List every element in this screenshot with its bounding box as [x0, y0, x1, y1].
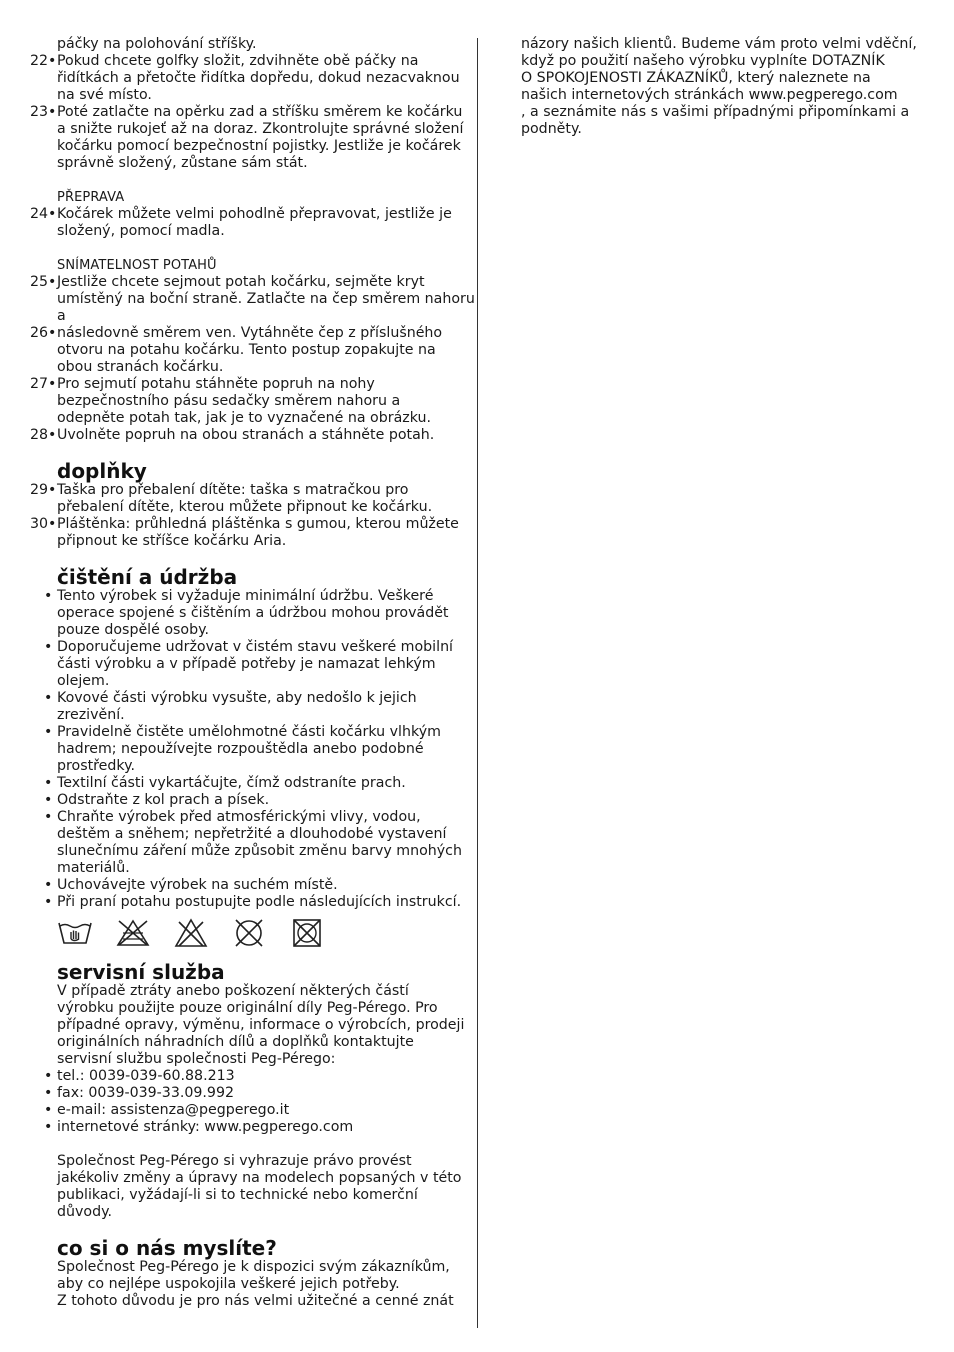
text-line: Poté zatlačte na opěrku zad a stříšku směrem ke kočárku [57, 104, 463, 120]
text-line: přebalení dítěte, kterou můžete připnout ke kočárku. [57, 499, 433, 515]
text-line: Z tohoto důvodu je pro nás velmi užitečné a cenné znát [57, 1293, 454, 1309]
no-tumble-dry-icon [289, 917, 325, 949]
list-item [30, 877, 460, 894]
text-line: publikaci, vyžádají-li si to technické nebo komerční [57, 1187, 418, 1203]
intro-text [30, 36, 460, 53]
text-line: bezpečnostního pásu sedačky směrem nahoru a [57, 393, 401, 409]
text-line: Společnost Peg-Pérego si vyhrazuje právo provést [57, 1153, 412, 1169]
text-line: e-mail: assistenza@pegperego.it [57, 1102, 290, 1118]
step-item [30, 104, 464, 172]
text-line: Pro sejmutí potahu stáhněte popruh na nohy [57, 376, 375, 392]
list-item [30, 639, 460, 690]
text-line: materiálů. [57, 860, 130, 876]
accessories-steps [30, 482, 460, 550]
text-line: obou stranách kočárku. [57, 359, 224, 375]
step-number: 29• [30, 482, 57, 498]
text-line: deštěm a sněhem; nepřetržité a dlouhodobé vystavení [57, 826, 447, 842]
step-number: 28• [30, 427, 57, 443]
text-line: důvody. [57, 1204, 112, 1220]
step-number: 25• [30, 274, 57, 290]
opinion-heading: co si o nás myslíte? [57, 1236, 277, 1260]
bullet-icon: • [44, 1119, 53, 1135]
text-line: hadrem; nepoužívejte rozpouštědla anebo podobné [57, 741, 424, 757]
text-line: Textilní části vykartáčujte, čímž odstraníte prach. [57, 775, 406, 791]
step-item [30, 206, 460, 240]
cleaning-heading: čištění a údržba [57, 565, 238, 589]
text-line: olejem. [57, 673, 110, 689]
text-line: Kovové části výrobku vysušte, aby nedošlo k jejich [57, 690, 417, 706]
step-item [30, 482, 460, 516]
hand-wash-icon [57, 917, 93, 949]
text-line: Chraňte výrobek před atmosférickými vlivy, vodou, [57, 809, 421, 825]
no-dry-clean-icon [231, 917, 267, 949]
text-line: V případě ztráty anebo poškození některých částí [57, 983, 409, 999]
covers-title: SNÍMATELNOST POTAHŮ [57, 258, 217, 273]
column-divider [477, 38, 478, 1328]
contact-list [30, 1068, 460, 1136]
text-line: a snižte rukojeť až na doraz. Zkontrolujte správné složení [57, 121, 464, 137]
text-line: na své místo. [57, 87, 152, 103]
transport-title: PŘEPRAVA [57, 190, 125, 205]
list-item [30, 894, 460, 911]
text-line: fax: 0039-039-33.09.992 [57, 1085, 235, 1101]
bullet-icon: • [44, 877, 53, 893]
text-line: originálních náhradních dílů a doplňků kontaktujte [57, 1034, 414, 1050]
text-line: Tento výrobek si vyžaduje minimální údržbu. Veškeré [57, 588, 434, 604]
list-item [30, 724, 460, 775]
step-number: 23• [30, 104, 57, 120]
text-line: když po použití našeho výrobku vyplníte DOTAZNÍK [521, 53, 885, 69]
text-line: řidítkách a přetočte řidítka dopředu, dokud nezacvaknou [57, 70, 460, 86]
cleaning-list [30, 588, 460, 911]
step-number: 27• [30, 376, 57, 392]
step-item [30, 325, 460, 376]
list-item [30, 792, 460, 809]
text-line: Pláštěnka: průhledná pláštěnka s gumou, kterou můžete [57, 516, 459, 532]
text-line: zrezivění. [57, 707, 125, 723]
text-line: správně složený, zůstane sám stát. [57, 155, 308, 171]
no-iron-icon [173, 917, 209, 949]
list-item [30, 1068, 460, 1085]
text-line: části výrobku a v případě potřeby je namazat lehkým [57, 656, 436, 672]
service-heading: servisní služba [57, 960, 225, 984]
list-item [30, 588, 460, 639]
text-line: páčky na polohování stříšky. [57, 36, 257, 52]
bullet-icon: • [44, 792, 53, 808]
text-line: jakékoliv změny a úpravy na modelech popsaných v této [57, 1170, 462, 1186]
text-line: kočárku pomocí bezpečnostní pojistky. Jestliže je kočárek [57, 138, 461, 154]
text-line: Společnost Peg-Pérego je k dispozici svým zákazníkům, [57, 1259, 450, 1275]
no-bleach-icon [115, 917, 151, 949]
step-item [30, 516, 460, 550]
text-line: připnout ke stříšce kočárku Aria. [57, 533, 287, 549]
list-item [30, 1085, 460, 1102]
text-line: Taška pro přebalení dítěte: taška s matračkou pro [57, 482, 409, 498]
opinion-text [30, 1259, 460, 1310]
text-line: Při praní potahu postupujte podle následujících instrukcí. [57, 894, 462, 910]
text-line: následovně směrem ven. Vytáhněte čep z příslušného [57, 325, 443, 341]
transport-steps [30, 206, 460, 240]
text-line: otvoru na potahu kočárku. Tento postup zopakujte na [57, 342, 436, 358]
care-icons [30, 913, 460, 953]
folding-steps [30, 53, 464, 172]
text-line: složený, pomocí madla. [57, 223, 225, 239]
text-line: a [57, 308, 66, 324]
text-line: umístěný na boční straně. Zatlačte na čep směrem nahoru [57, 291, 475, 307]
step-item [30, 427, 460, 444]
text-line: Jestliže chcete sejmout potah kočárku, sejměte kryt [57, 274, 425, 290]
text-line: Uchovávejte výrobek na suchém místě. [57, 877, 338, 893]
covers-steps [30, 274, 475, 444]
text-line: Kočárek můžete velmi pohodlně přepravovat, jestliže je [57, 206, 452, 222]
text-line: aby co nejlépe uspokojila veškeré jejich potřeby. [57, 1276, 400, 1292]
text-line: tel.: 0039-039-60.88.213 [57, 1068, 235, 1084]
list-item [30, 690, 460, 724]
text-line: našich internetových stránkách www.pegperego.com [521, 87, 898, 103]
text-line: internetové stránky: www.pegperego.com [57, 1119, 354, 1135]
bullet-icon: • [44, 1102, 53, 1118]
bullet-icon: • [44, 690, 53, 706]
text-line: Odstraňte z kol prach a písek. [57, 792, 270, 808]
text-line: servisní službu společnosti Peg-Pérego: [57, 1051, 336, 1067]
list-item [30, 1102, 460, 1119]
text-line: Pravidelně čistěte umělohmotné části kočárku vlhkým [57, 724, 441, 740]
step-number: 22• [30, 53, 57, 69]
text-line: odepněte potah tak, jak je to vyznačené na obrázku. [57, 410, 431, 426]
text-line: Uvolněte popruh na obou stranách a stáhněte potah. [57, 427, 435, 443]
bullet-icon: • [44, 588, 53, 604]
bullet-icon: • [44, 775, 53, 791]
list-item [30, 809, 460, 877]
bullet-icon: • [44, 894, 53, 910]
bullet-icon: • [44, 1085, 53, 1101]
step-number: 24• [30, 206, 57, 222]
text-line: Doporučujeme udržovat v čistém stavu veškeré mobilní [57, 639, 454, 655]
service-intro [30, 983, 465, 1068]
text-line: O SPOKOJENOSTI ZÁKAZNÍKŮ, který naleznete na [521, 70, 871, 86]
text-line: případné opravy, výměnu, informace o výrobcích, prodeji [57, 1017, 465, 1033]
bullet-icon: • [44, 724, 53, 740]
step-number: 26• [30, 325, 57, 341]
list-item [30, 775, 460, 792]
text-line: názory našich klientů. Budeme vám proto velmi vděční, [521, 36, 917, 52]
text-line: pouze dospělé osoby. [57, 622, 209, 638]
text-line: slunečnímu záření může způsobit změnu barvy mnohých [57, 843, 462, 859]
text-line: , a seznámite nás s vašimi případnými připomínkami a [521, 104, 910, 120]
text-line: prostředky. [57, 758, 136, 774]
step-item [30, 53, 460, 104]
left-column [30, 36, 475, 1310]
list-item [30, 1119, 460, 1136]
step-item [30, 376, 460, 427]
right-column [521, 36, 921, 138]
step-number: 30• [30, 516, 57, 532]
text-line: podněty. [521, 121, 582, 137]
disclaimer-text [30, 1153, 460, 1221]
bullet-icon: • [44, 809, 53, 825]
text-line: operace spojené s čištěním a údržbou mohou provádět [57, 605, 449, 621]
bullet-icon: • [44, 639, 53, 655]
bullet-icon: • [44, 1068, 53, 1084]
step-item [30, 274, 475, 325]
text-line: Pokud chcete golfky složit, zdvihněte obě páčky na [57, 53, 419, 69]
text-line: výrobku použijte pouze originální díly Peg-Pérego. Pro [57, 1000, 438, 1016]
accessories-heading: doplňky [57, 459, 147, 483]
